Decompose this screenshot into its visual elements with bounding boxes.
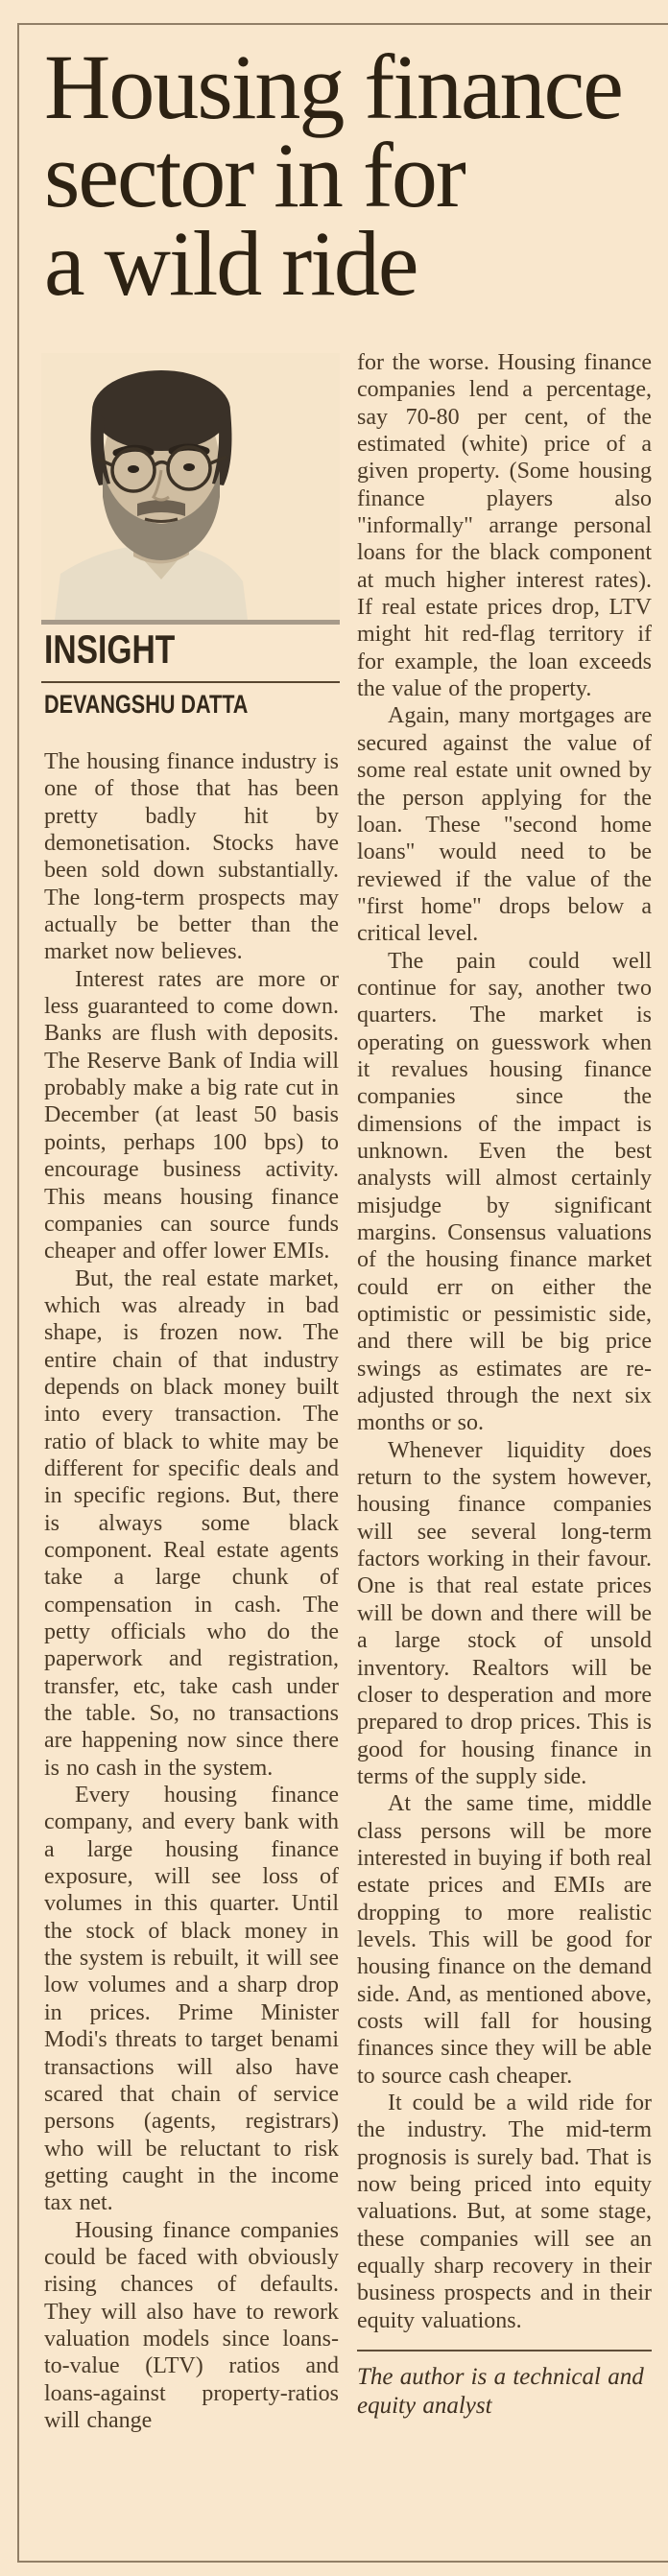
headline-line-2: sector in for [44, 124, 465, 226]
author-photo [41, 353, 340, 620]
portrait-photo-illustration [41, 353, 340, 620]
article-paragraph: Interest rates are more or less guaranteed to come down. Banks are flush with deposits. The Reserve Bank of India will probably make a big rate cut in December (at least 50 basis points, perhaps 100 bps) to encourage business activity. This means housing finance companies can source funds cheaper and offer lower EMIs. [44, 966, 339, 1264]
section-divider-rule [41, 681, 340, 683]
article-paragraph: Every housing finance company, and every bank with a large housing finance exposure, will see loss of volumes in this quarter. Until the stock of black money in the system is rebuilt, it will see low volumes and a sharp drop in prices. Prime Minister Modi's threats to target benami transactions will also have scared that chain of service persons (agents, registrars) who will be reluctant to risk getting caught in the income tax net. [44, 1783, 339, 2216]
article-headline [44, 35, 622, 315]
article-paragraph: But, the real estate market, which was already in bad shape, is frozen now. The entire chain of that industry depends on black money built into every transaction. The ratio of black to white may be different for specific deals and in specific regions. But, there is always some black component. Real estate agents take a large chunk of compensation in cash. The petty officials who do the paperwork and registration, transfer, etc, take cash under the table. So, no transactions are happening now since there is no cash in the system. [44, 1265, 339, 1781]
article-paragraph: Housing finance companies could be faced with obviously rising chances of defaults. They will also have to rework valuation models since loans-to-value (LTV) ratios and loans-against property-ratios will change [44, 2217, 339, 2433]
article-column-left [44, 748, 339, 2434]
headline-line-1: Housing finance [44, 35, 622, 138]
article-paragraph: The housing finance industry is one of those that has been pretty badly hit by demonetisation. Stocks have been sold down substantially. The long-term prospects may actually be better than the market now believes. [44, 749, 339, 965]
footer-divider-rule [357, 2350, 652, 2351]
article-paragraph: Again, many mortgages are secured against the value of some real estate unit owned by the person applying for the loan. These "second home loans" would need to be reviewed if the value of the "first home" drops below a critical level. [357, 703, 652, 947]
headline-line-3: a wild ride [44, 212, 418, 315]
article-column-right [357, 349, 652, 2421]
article-paragraph: for the worse. Housing finance companies lend a percentage, say 70-80 per cent, of the estimated (white) price of a given property. (Some housing finance players also "informally" arrange personal loans for the black component at much higher interest rates). If real estate prices drop, LTV might hit red-flag territory if for example, the loan exceeds the value of the property. [357, 350, 652, 702]
photo-divider-bar [41, 620, 340, 625]
author-footnote: The author is a technical and equity analyst [357, 2364, 644, 2420]
article-paragraph: It could be a wild ride for the industry. The mid-term prognosis is surely bad. That is now being priced into equity valuations. But, at some stage, these companies will see an equally sharp recovery in their business prospects and in their equity valuations. [357, 2091, 652, 2333]
article-column-right-paragraphs [357, 349, 652, 2334]
section-label: INSIGHT [44, 626, 176, 672]
article-paragraph: The pain could well continue for say, another two quarters. The market is operating on guesswork when it revalues housing finance companies since the dimensions of the impact is unknown. Even the best analysts will almost certainly misjudge by significant margins. Consensus valuations of the housing finance market could err on either the optimistic or pessimistic side, and there will be big price swings as estimates are re-adjusted through the next six months or so. [357, 948, 652, 1436]
article-paragraph: Whenever liquidity does return to the system however, housing finance companies will see several long-term factors working in their favour. One is that real estate prices will be down and there will be a large stock of unsold inventory. Realtors will be closer to desperation and more prepared to drop prices. This is good for housing finance in terms of the supply side. [357, 1437, 652, 1789]
article-paragraph: At the same time, middle class persons will be more interested in buying if both real estate prices and EMIs are dropping to more realistic levels. This will be good for housing finance on the demand side. And, as mentioned above, costs will fall for housing finances since they will be able to source cash cheaper. [357, 1791, 652, 2089]
author-byline: DEVANGSHU DATTA [44, 690, 249, 719]
